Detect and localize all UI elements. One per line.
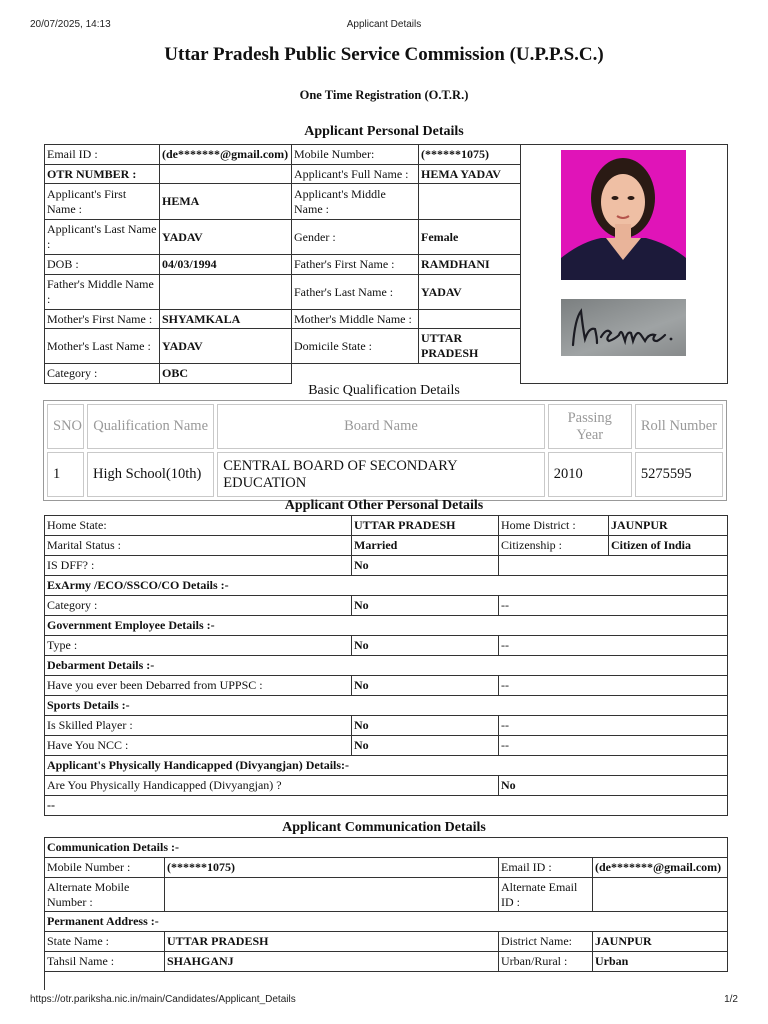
- dff-value: No: [352, 556, 499, 576]
- urban-rural-label: Urban/Rural :: [499, 952, 593, 972]
- ncc-extra: --: [499, 736, 728, 756]
- qualification-table: [43, 400, 727, 501]
- otr-value: [160, 165, 292, 184]
- alt-mobile-value: [165, 878, 499, 912]
- last-name-value: YADAV: [160, 220, 292, 255]
- debarred-label: Have you ever been Debarred from UPPSC :: [45, 676, 352, 696]
- father-last-value: YADAV: [419, 275, 521, 310]
- skilled-player-label: Is Skilled Player :: [45, 716, 352, 736]
- handicapped-label: Are You Physically Handicapped (Divyangjan) ?: [45, 776, 499, 796]
- page-title: Uttar Pradesh Public Service Commission (U.P.P.S.C.): [164, 44, 604, 65]
- home-district-label: Home District :: [499, 516, 609, 536]
- table-row: [47, 452, 723, 497]
- district-name-value: JAUNPUR: [593, 932, 728, 952]
- govt-employee-heading: Government Employee Details :-: [45, 616, 728, 636]
- gender-label: Gender :: [292, 220, 419, 255]
- communication-heading: Applicant Communication Details: [282, 820, 486, 835]
- govt-type-value: No: [352, 636, 499, 656]
- print-footer: [0, 994, 768, 1008]
- mother-first-label: Mother's First Name :: [45, 310, 160, 329]
- tahsil-name-value: SHAHGANJ: [165, 952, 499, 972]
- sports-heading: Sports Details :-: [45, 696, 728, 716]
- govt-type-label: Type :: [45, 636, 352, 656]
- qual-header-roll: Roll Number: [635, 404, 723, 449]
- home-state-value: UTTAR PRADESH: [352, 516, 499, 536]
- skilled-player-extra: --: [499, 716, 728, 736]
- email-label: Email ID :: [45, 145, 160, 165]
- citizenship-value: Citizen of India: [609, 536, 728, 556]
- citizenship-label: Citizenship :: [499, 536, 609, 556]
- first-name-label: Applicant's First Name :: [45, 184, 160, 220]
- dff-label: IS DFF? :: [45, 556, 352, 576]
- exarmy-category-label: Category :: [45, 596, 352, 616]
- otr-label: OTR NUMBER :: [45, 165, 160, 184]
- print-title: Applicant Details: [346, 19, 422, 30]
- mobile-label: Mobile Number:: [292, 145, 419, 165]
- full-name-value: HEMA YADAV: [419, 165, 521, 184]
- qual-sno: 1: [47, 452, 84, 497]
- full-name-label: Applicant's Full Name :: [292, 165, 419, 184]
- page-subtitle: One Time Registration (O.T.R.): [299, 88, 469, 102]
- govt-type-extra: --: [499, 636, 728, 656]
- state-name-label: State Name :: [45, 932, 165, 952]
- domicile-label: Domicile State :: [292, 329, 419, 364]
- last-name-label: Applicant's Last Name :: [45, 220, 160, 255]
- gender-value: Female: [419, 220, 521, 255]
- home-district-value: JAUNPUR: [609, 516, 728, 536]
- comm-trailing-blank: [165, 972, 728, 990]
- category-value: OBC: [160, 364, 292, 384]
- handicapped-value: No: [499, 776, 728, 796]
- exarmy-category-extra: --: [499, 596, 728, 616]
- handicapped-heading: Applicant's Physically Handicapped (Divyangjan) Details:-: [45, 756, 728, 776]
- debarred-value: No: [352, 676, 499, 696]
- ncc-label: Have You NCC :: [45, 736, 352, 756]
- qualification-heading: Basic Qualification Details: [308, 383, 460, 398]
- debarment-heading: Debarment Details :-: [45, 656, 728, 676]
- father-middle-label: Father's Middle Name :: [45, 275, 160, 310]
- skilled-player-value: No: [352, 716, 499, 736]
- permanent-address-heading: Permanent Address :-: [45, 912, 728, 932]
- other-details-table: [44, 515, 728, 816]
- alt-mobile-label: Alternate Mobile Number :: [45, 878, 165, 912]
- dff-blank: [499, 556, 728, 576]
- comm-email-value: (de*******@gmail.com): [593, 858, 728, 878]
- mother-middle-value: [419, 310, 521, 329]
- ncc-value: No: [352, 736, 499, 756]
- marital-label: Marital Status :: [45, 536, 352, 556]
- qual-header-sno: SNO: [47, 404, 84, 449]
- exarmy-section-heading: ExArmy /ECO/SSCO/CO Details :-: [45, 576, 728, 596]
- personal-details-heading: Applicant Personal Details: [304, 124, 464, 139]
- comm-trailing-cell: [45, 972, 165, 990]
- communication-table: [44, 837, 728, 990]
- photo-signature-cell: [521, 145, 728, 384]
- email-value: (de*******@gmail.com): [160, 145, 292, 165]
- father-last-label: Father's Last Name :: [292, 275, 419, 310]
- category-blank: [292, 364, 521, 384]
- middle-name-label: Applicant's Middle Name :: [292, 184, 419, 220]
- qual-board: CENTRAL BOARD OF SECONDARY EDUCATION: [217, 452, 544, 497]
- debarred-extra: --: [499, 676, 728, 696]
- applicant-signature: [561, 299, 686, 356]
- first-name-value: HEMA: [160, 184, 292, 220]
- dob-value: 04/03/1994: [160, 255, 292, 275]
- district-name-label: District Name:: [499, 932, 593, 952]
- print-header: [0, 19, 768, 33]
- qual-header-name: Qualification Name: [87, 404, 214, 449]
- qual-header-board: Board Name: [217, 404, 544, 449]
- dob-label: DOB :: [45, 255, 160, 275]
- qual-year: 2010: [548, 452, 632, 497]
- page-number: 1/2: [724, 994, 738, 1005]
- father-middle-value: [160, 275, 292, 310]
- qual-roll: 5275595: [635, 452, 723, 497]
- comm-mobile-value: (******1075): [165, 858, 499, 878]
- mother-middle-label: Mother's Middle Name :: [292, 310, 419, 329]
- state-name-value: UTTAR PRADESH: [165, 932, 499, 952]
- mother-last-value: YADAV: [160, 329, 292, 364]
- mother-last-label: Mother's Last Name :: [45, 329, 160, 364]
- personal-details-table: [44, 144, 728, 384]
- qual-header-year: Passing Year: [548, 404, 632, 449]
- communication-section-heading: Communication Details :-: [45, 838, 728, 858]
- comm-mobile-label: Mobile Number :: [45, 858, 165, 878]
- father-first-label: Father's First Name :: [292, 255, 419, 275]
- mother-first-value: SHYAMKALA: [160, 310, 292, 329]
- tahsil-name-label: Tahsil Name :: [45, 952, 165, 972]
- alt-email-value: [593, 878, 728, 912]
- applicant-photo: [561, 150, 686, 280]
- comm-email-label: Email ID :: [499, 858, 593, 878]
- print-timestamp: 20/07/2025, 14:13: [30, 19, 111, 30]
- home-state-label: Home State:: [45, 516, 352, 536]
- qual-name: High School(10th): [87, 452, 214, 497]
- exarmy-category-value: No: [352, 596, 499, 616]
- urban-rural-value: Urban: [593, 952, 728, 972]
- mobile-value: (******1075): [419, 145, 521, 165]
- domicile-value: UTTAR PRADESH: [419, 329, 521, 364]
- page-url-link[interactable]: https://otr.pariksha.nic.in/main/Candidates/Applicant_Details: [30, 994, 296, 1005]
- category-label: Category :: [45, 364, 160, 384]
- father-first-value: RAMDHANI: [419, 255, 521, 275]
- middle-name-value: [419, 184, 521, 220]
- marital-value: Married: [352, 536, 499, 556]
- alt-email-label: Alternate Email ID :: [499, 878, 593, 912]
- other-details-heading: Applicant Other Personal Details: [284, 498, 484, 513]
- handicapped-extra: --: [45, 796, 728, 816]
